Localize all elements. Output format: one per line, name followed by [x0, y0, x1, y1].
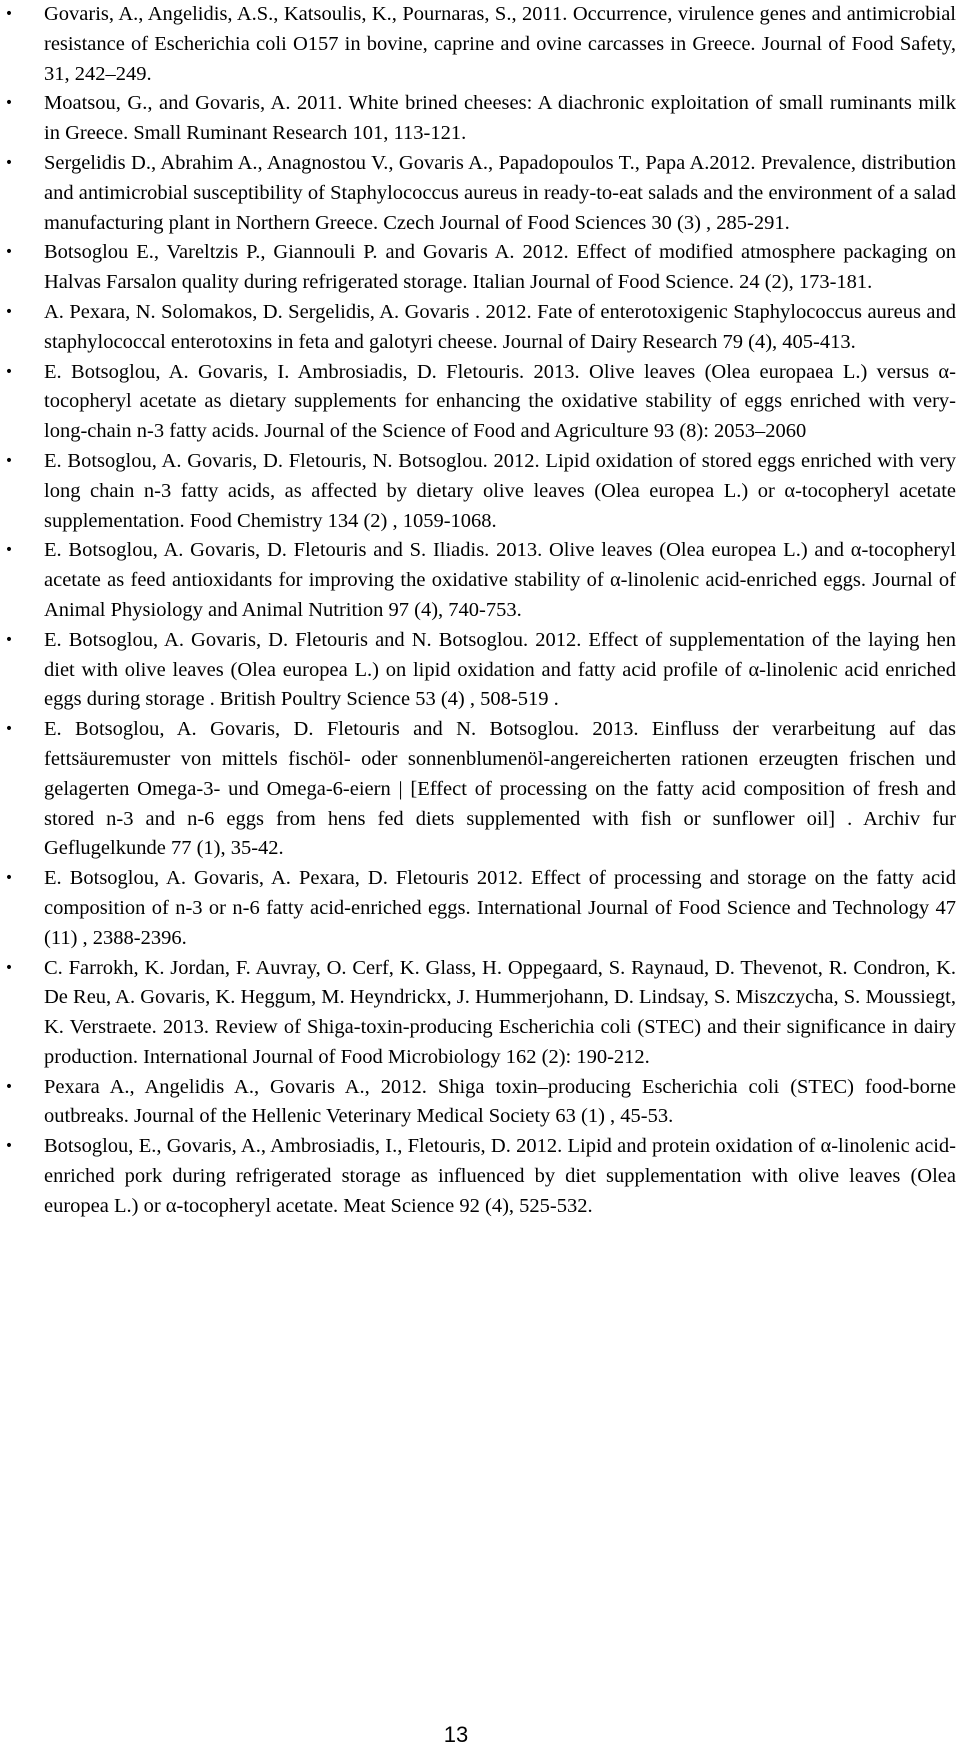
reference-text: C. Farrokh, K. Jordan, F. Auvray, O. Cerf, K. Glass, H. Oppegaard, S. Raynaud, D. Thevenot, R. Condron, K. De Reu, A. Govaris, K. Heggum, M. Heyndrickx, J. Hummerjohann, D. Lindsay, S. Miszczycha, S. Moussiegt, K. Verstraete. 2013. Review of Shiga-toxin-producing Escherichia coli (STEC) and their significance in dairy production. International Journal of Food Microbiology 162 (2): 190-212.: [44, 956, 956, 1068]
reference-item: [4, 238, 956, 298]
bullet-icon: •: [4, 154, 14, 171]
bullet-icon: •: [4, 870, 14, 887]
reference-text: Govaris, A., Angelidis, A.S., Katsoulis, K., Pournaras, S., 2011. Occurrence, virulence genes and antimicrobial resistance of Escherichia coli O157 in bovine, caprine and ovine carcasses in Greece. Journal of Food Safety, 31, 242–249.: [44, 3, 956, 85]
reference-text: A. Pexara, N. Solomakos, D. Sergelidis, A. Govaris . 2012. Fate of enterotoxigenic Staphylococcus aureus and staphylococcal enterotoxins in feta and galotyri cheese. Journal of Dairy Research 79 (4), 405-413.: [44, 300, 956, 353]
reference-item: [4, 626, 956, 715]
reference-item: [4, 0, 956, 89]
bullet-icon: •: [4, 303, 14, 320]
reference-item: [4, 89, 956, 149]
reference-text: Sergelidis D., Abrahim A., Anagnostou V., Govaris A., Papadopoulos T., Papa A.2012. Prevalence, distribution and antimicrobial susceptibility of Staphylococcus aureus in ready-to-eat salads and the environment of a salad manufacturing plant in Northern Greece. Czech Journal of Food Sciences 30 (3) , 285-291.: [44, 151, 956, 234]
bullet-icon: •: [4, 1078, 14, 1095]
reference-item: [4, 715, 956, 864]
reference-item: [4, 447, 956, 536]
reference-text: E. Botsoglou, A. Govaris, I. Ambrosiadis, D. Fletouris. 2013. Olive leaves (Olea europaea L.) versus α-tocopheryl acetate as dietary supplements for enhancing the oxidative stability of eggs enriched with very-long-chain n-3 fatty acids. Journal of the Science of Food and Agriculture 93 (8): 2053–2060: [44, 360, 956, 443]
bullet-icon: •: [4, 244, 14, 261]
reference-text: Botsoglou E., Vareltzis P., Giannouli P. and Govaris A. 2012. Effect of modified atmosphere packaging on Halvas Farsalon quality during refrigerated storage. Italian Journal of Food Science. 24 (2), 173-181.: [44, 241, 956, 294]
bullet-icon: •: [4, 959, 14, 976]
reference-item: [4, 1073, 956, 1133]
reference-text: Moatsou, G., and Govaris, A. 2011. White brined cheeses: A diachronic exploitation of small ruminants milk in Greece. Small Ruminant Research 101, 113-121.: [44, 92, 956, 145]
bullet-icon: •: [4, 363, 14, 380]
reference-item: [4, 954, 956, 1073]
reference-text: E. Botsoglou, A. Govaris, A. Pexara, D. Fletouris 2012. Effect of processing and storage on the fatty acid composition of n-3 or n-6 fatty acid-enriched eggs. International Journal of Food Science and Technology 47 (11) , 2388-2396.: [44, 867, 956, 949]
reference-text: E. Botsoglou, A. Govaris, D. Fletouris and N. Botsoglou. 2013. Einfluss der verarbeitung auf das fettsäuremuster von mittels fischöl- oder sonnenblumenöl-angereicherten rationen erzeugten frischen und gelagerten Omega-3- und Omega-6-eiern | [Effect of processing on the fatty acid composition of fresh and stored n-3 and n-6 eggs from hens fed diets supplemented with fish or sunflower oil] . Archiv fur Geflugelkunde 77 (1), 35-42.: [44, 718, 956, 860]
reference-item: [4, 358, 956, 447]
bullet-icon: •: [4, 631, 14, 648]
reference-item: [4, 298, 956, 358]
bullet-icon: •: [4, 452, 14, 469]
reference-text: Botsoglou, E., Govaris, A., Ambrosiadis, I., Fletouris, D. 2012. Lipid and protein oxidation of α-linolenic acid-enriched pork during refrigerated storage as influenced by diet supplementation with olive leaves (Olea europea L.) or α-tocopheryl acetate. Meat Science 92 (4), 525-532.: [44, 1135, 956, 1217]
reference-item: [4, 536, 956, 625]
page-number: 13: [443, 1722, 469, 1747]
reference-text: E. Botsoglou, A. Govaris, D. Fletouris and N. Botsoglou. 2012. Effect of supplementation of the laying hen diet with olive leaves (Olea europea L.) on lipid oxidation and fatty acid profile of α-linolenic acid enriched eggs during storage . British Poultry Science 53 (4) , 508-519 .: [44, 628, 956, 711]
bullet-icon: •: [4, 1138, 14, 1155]
reference-list: [4, 0, 956, 1222]
reference-item: [4, 149, 956, 238]
reference-text: E. Botsoglou, A. Govaris, D. Fletouris, N. Botsoglou. 2012. Lipid oxidation of stored eggs enriched with very long chain n-3 fatty acids, as affected by dietary olive leaves (Olea europea L.) or α-tocopheryl acetate supplementation. Food Chemistry 134 (2) , 1059-1068.: [44, 449, 956, 532]
reference-item: [4, 864, 956, 953]
bullet-icon: •: [4, 542, 14, 559]
reference-text: E. Botsoglou, A. Govaris, D. Fletouris and S. Iliadis. 2013. Olive leaves (Olea europea L.) and α-tocopheryl acetate as feed antioxidants for improving the oxidative stability of α-linolenic acid-enriched eggs. Journal of Animal Physiology and Animal Nutrition 97 (4), 740-753.: [44, 539, 956, 621]
bullet-icon: •: [4, 95, 14, 112]
bullet-icon: •: [4, 6, 14, 22]
bullet-icon: •: [4, 721, 14, 738]
reference-text: Pexara A., Angelidis A., Govaris A., 2012. Shiga toxin–producing Escherichia coli (STEC) food-borne outbreaks. Journal of the Hellenic Veterinary Medical Society 63 (1) , 45-53.: [44, 1075, 956, 1128]
reference-item: [4, 1132, 956, 1221]
